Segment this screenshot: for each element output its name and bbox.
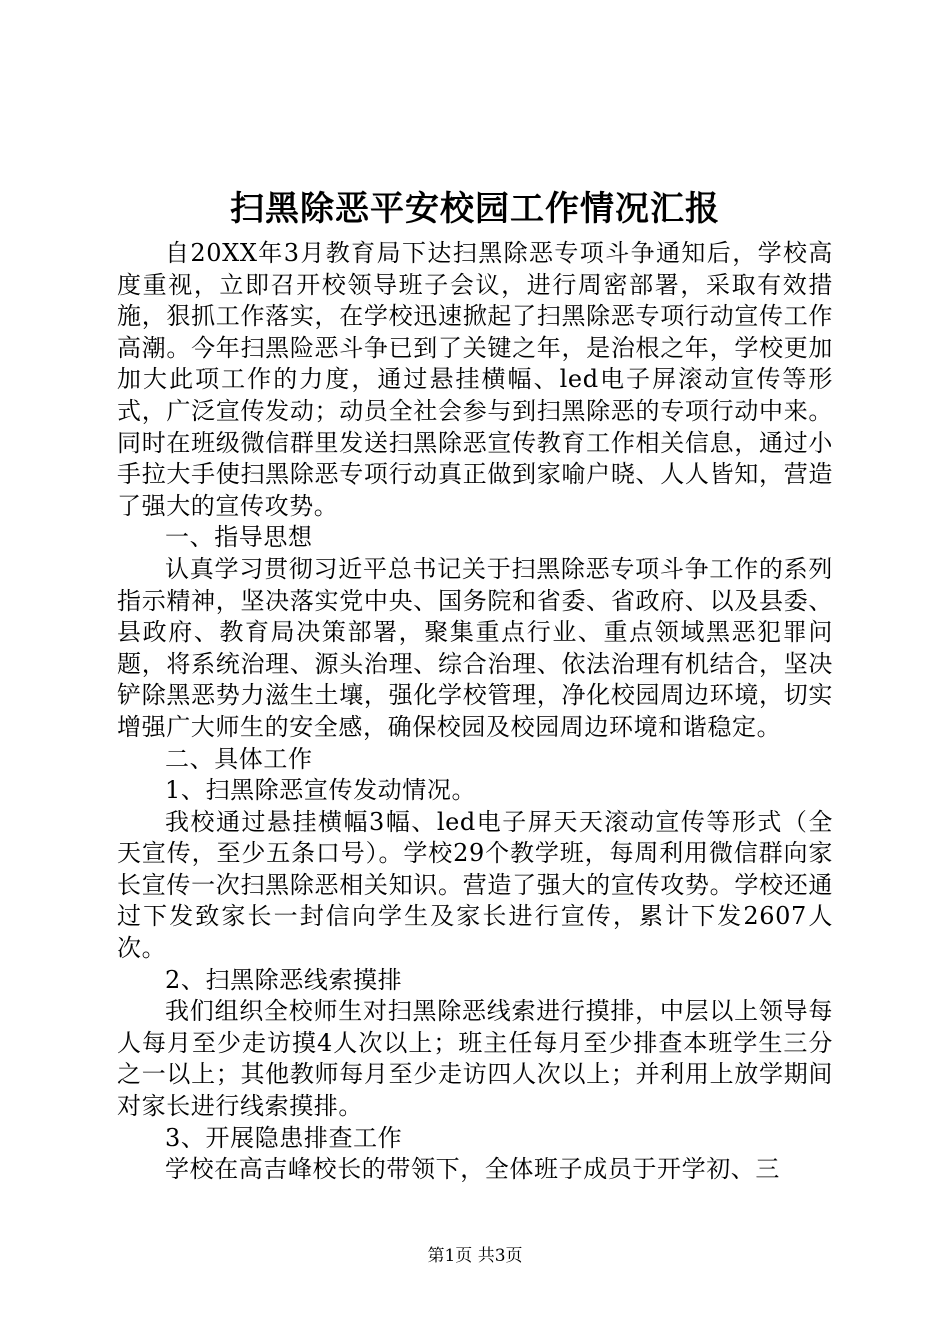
publicity-paragraph: 我校通过悬挂横幅3幅、led电子屏天天滚动宣传等形式（全天宣传，至少五条口号）。学校29个教学班，每周利用微信群向家长宣传一次扫黑除恶相关知识。营造了强大的宣传攻势。学校还通过下发致家长一封信向学生及家长进行宣传，累计下发2607人次。 [117, 807, 833, 963]
page-number-footer: 第1页 共3页 [427, 1246, 523, 1266]
section-heading-specific-work: 二、具体工作 [165, 744, 313, 773]
intro-paragraph: 自20XX年3月教育局下达扫黑除恶专项斗争通知后，学校高度重视，立即召开校领导班子会议，进行周密部署，采取有效措施，狠抓工作落实，在学校迅速掀起了扫黑除恶专项行动宣传工作高潮。今年扫黑险恶斗争已到了关键之年，是治根之年，学校更加加大此项工作的力度，通过悬挂横幅、led电子屏滚动宣传等形式，广泛宣传发动；动员全社会参与到扫黑除恶的专项行动中来。同时在班级微信群里发送扫黑除恶宣传教育工作相关信息，通过小手拉大手使扫黑除恶专项行动真正做到家喻户晓、人人皆知，营造了强大的宣传攻势。 [117, 239, 833, 520]
guiding-thought-paragraph: 认真学习贯彻习近平总书记关于扫黑除恶专项斗争工作的系列指示精神，坚决落实党中央、国务院和省委、省政府、以及县委、县政府、教育局决策部署，聚集重点行业、重点领域黑恶犯罪问题，将系统治理、源头治理、综合治理、依法治理有机结合，坚决铲除黑恶势力滋生土壤，强化学校管理，净化校园周边环境，切实增强广大师生的安全感，确保校园及校园周边环境和谐稳定。 [117, 554, 833, 741]
document-body [117, 238, 833, 1186]
clue-investigation-paragraph: 我们组织全校师生对扫黑除恶线索进行摸排，中层以上领导每人每月至少走访摸4人次以上；班主任每月至少排查本班学生三分之一以上；其他教师每月至少走访四人次以上；并利用上放学期间对家长进行线索摸排。 [117, 997, 833, 1121]
document-title: 扫黑除恶平安校园工作情况汇报 [230, 189, 720, 229]
subheading-clue-investigation: 2、扫黑除恶线索摸排 [165, 965, 403, 994]
section-heading-guiding-thought: 一、指导思想 [165, 523, 313, 552]
subheading-hazard-inspection: 3、开展隐患排查工作 [165, 1123, 403, 1152]
subheading-publicity: 1、扫黑除恶宣传发动情况。 [165, 776, 477, 805]
hazard-inspection-paragraph: 学校在高吉峰校长的带领下，全体班子成员于开学初、三 [165, 1155, 780, 1184]
